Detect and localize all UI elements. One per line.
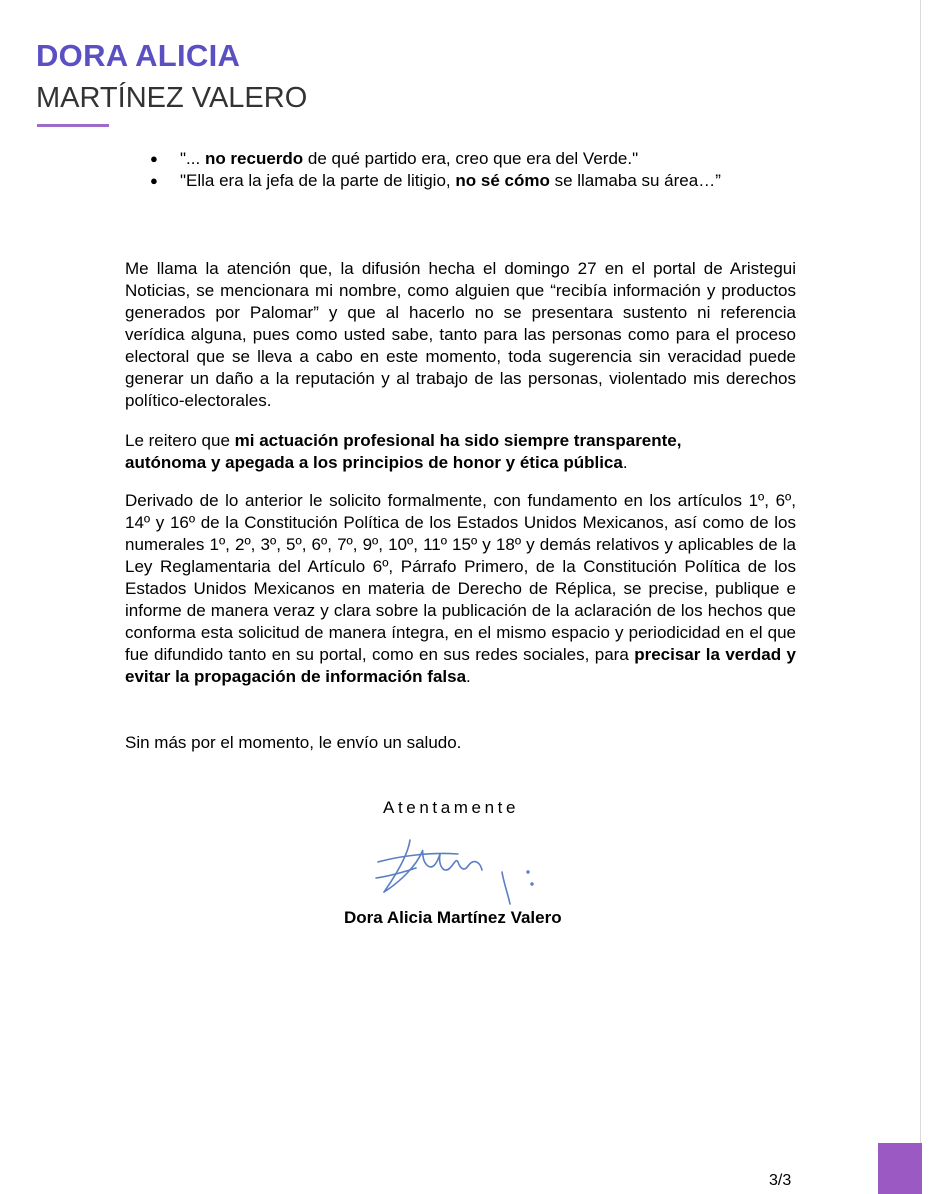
page-edge-line (920, 0, 921, 1194)
header-last-name: MARTÍNEZ VALERO (36, 82, 308, 114)
signer-name: Dora Alicia Martínez Valero (344, 908, 562, 927)
paragraph-reiteration: Le reitero que mi actuación profesional ha sido siempre transparente, autónoma y apegada a los principios de honor y ética pública. (125, 431, 682, 472)
bullet-icon: ● (150, 173, 158, 188)
header-underline (37, 124, 109, 127)
handwritten-signature (370, 832, 560, 912)
quote-item (150, 148, 810, 170)
quote-text: "Ella era la jefa de la parte de litigio, no sé cómo se llamaba su área…” (180, 171, 721, 190)
page-number: 3/3 (769, 1172, 792, 1189)
quote-text: "... no recuerdo de qué partido era, creo que era del Verde." (180, 149, 639, 168)
quote-list (150, 148, 810, 192)
corner-accent (878, 1143, 922, 1194)
header-first-name: DORA ALICIA (36, 38, 241, 73)
paragraph-request: Derivado de lo anterior le solicito formalmente, con fundamento en los artículos 1º, 6º, 14º y 16º de la Constitución Política de los Estados Unidos Mexicanos, así como de los numerales 1º, 2º, 3º, 5º, 6º, 7º, 9º, 10º, 11º 15º y 18º y demás relativos y aplicables de la Ley Reglamentaria del Artículo 6º, Párrafo Primero, de la Constitución Política de los Estados Unidos Mexicanos en materia de Derecho de Réplica, se precise, publique e informe de manera veraz y clara sobre la publicación de la aclaración de los hechos que conforma esta solicitud de manera íntegra, en el mismo espacio y periodicidad en el que fue difundido tanto en su portal, como en sus redes sociales, para precisar la verdad y evitar la propagación de información falsa. (125, 491, 796, 686)
paragraph-farewell: Sin más por el momento, le envío un saludo. (125, 733, 462, 752)
closing-salutation: Atentamente (383, 798, 519, 817)
bullet-icon: ● (150, 151, 158, 166)
quote-item (150, 170, 810, 192)
paragraph-attention: Me llama la atención que, la difusión hecha el domingo 27 en el portal de Aristegui Noticias, se mencionara mi nombre, como alguien que “recibía información y productos generados por Palomar” y que al hacerlo no se presentara sustento ni referencia verídica alguna, pues como usted sabe, tanto para las personas como para el proceso electoral que se lleva a cabo en este momento, toda sugerencia sin veracidad puede generar un daño a la reputación y al trabajo de las personas, violentado mis derechos político-electorales. (125, 259, 796, 410)
